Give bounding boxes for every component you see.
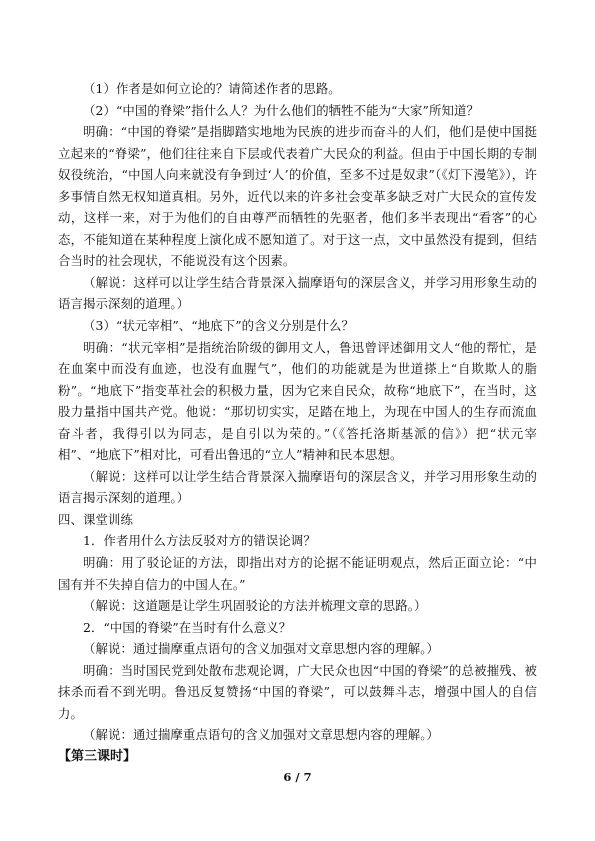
page-number: 6 / 7 [283,770,312,784]
paragraph: （解说：这样可以让学生结合背景深入揣摩语句的深层含义，并学习用形象生动的语言揭示深刻的道理。） [58,274,537,312]
section-header: 【第三课时】 [58,748,137,764]
paragraph: （3）“状元宰相”、“地底下”的含义分别是什么？ [83,318,355,334]
paragraph: 明确：用了驳论证的方法，即指出对方的论据不能证明观点，然后正面立论：“中国有并不失掉自信力的中国人在。” [58,555,537,592]
paragraph: （解说：这样可以让学生结合背景深入揣摩语句的深层含义，并学习用形象生动的语言揭示深刻的道理。） [58,468,537,506]
paragraph: （2）“中国的脊梁”指什么人？为什么他们的牺牲不能为“大家”所知道？ [83,102,479,118]
paragraph: （1）作者是如何立论的？请简述作者的思路。 [83,81,341,96]
paragraph: （解说：这道题是让学生巩固驳论的方法并梳理文章的思路。） [83,598,427,614]
paragraph: 四、课堂训练 [58,511,133,527]
paragraph: （解说：通过揣摩重点语句的含义加强对文章思想内容的理解。） [83,641,440,657]
paragraph: 1．作者用什么方法反驳对方的错误论调？ [83,533,316,549]
paragraph: 明确：“中国的脊梁”是指脚踏实地地为民族的进步而奋斗的人们，他们是使中国挺立起来的“脊梁”，他们往往来自下层或代表着广大民众的利益。但由于中国长期的专制奴役统治，“中国人向来就没有争到过‘人’的价值，至多不过是奴隶”（《灯下漫笔》），许多事情自然无权知道真相。另外，近代以来的许多社会变革多缺乏对广大民众的宣传发动，这样一来，对于为他们的自由尊严而牺牲的先驱者，他们多半表现出“看客”的心态，不能知道在某种程度上演化成不愿知道了。对于这一点，文中虽然没有提到，但结合当时的社会现状，不能说没有这个因素。 [58,124,537,269]
paragraph: 明确：“状元宰相”是指统治阶级的御用文人，鲁迅曾评述御用文人“他的帮忙，是在血案中而没有血迹，也没有血腥气”，他们的功能就是为世道搽上“自欺欺人的脂粉”。“地底下”指变革社会的积极力量，因为它来自民众，故称“地底下”，在当时，这股力量指中国共产党。他说：“那切切实实，足踏在地上，为现在中国人的生存而流血奋斗者，我得引以为同志，是自引以为荣的。”（《答托洛斯基派的信》）把“状元宰相”、“地底下”相对比，可看出鲁迅的“立人”精神和民本思想。 [58,339,537,463]
body-text [58,78,537,746]
paragraph: 2．“中国的脊梁”在当时有什么意义？ [83,619,292,635]
paragraph: （解说：通过揣摩重点语句的含义加强对文章思想内容的理解。） [83,727,440,743]
paragraph: 明确：当时国民党到处散布悲观论调，广大民众也因“中国的脊梁”的总被摧残、被抹杀而看不到光明。鲁迅反复赞扬“中国的脊梁”，可以鼓舞斗志，增强中国人的自信力。 [58,662,537,721]
